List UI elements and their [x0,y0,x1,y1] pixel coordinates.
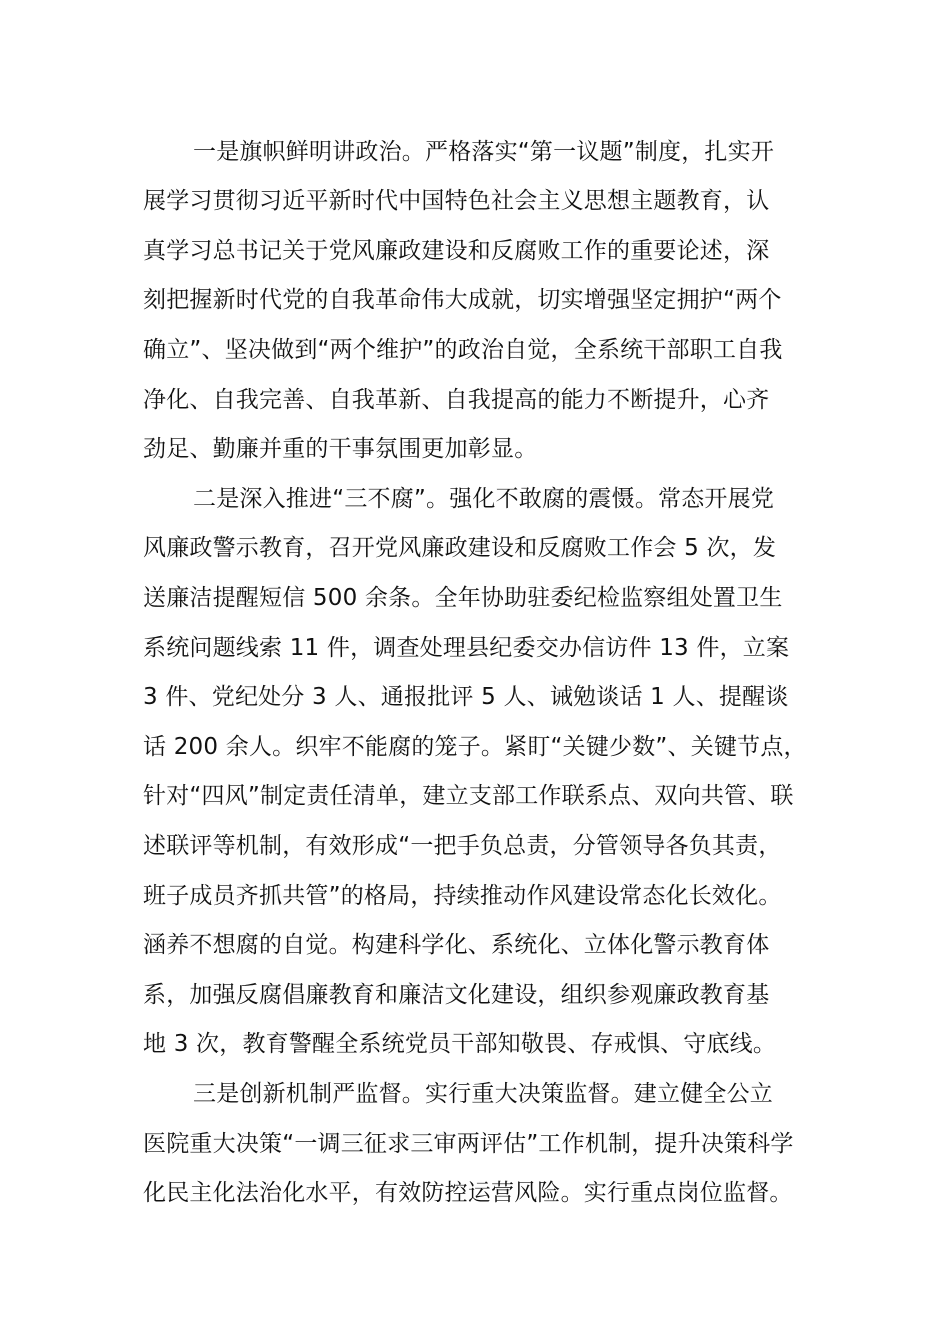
paragraph-2-line-2: 风廉政警示教育，召开党风廉政建设和反腐败工作会 5 次，发 [143,535,777,561]
paragraph-2-line-10: 涵养不想腐的自觉。构建科学化、系统化、立体化警示教育体 [143,932,770,958]
paragraph-3-line-1: 三是创新机制严监督。实行重大决策监督。建立健全公立 [193,1081,773,1107]
paragraph-3-line-3: 化民主化法治化水平，有效防控运营风险。实行重点岗位监督。 [143,1180,793,1206]
paragraph-2-line-7: 针对“四风”制定责任清单，建立支部工作联系点、双向共管、联 [143,783,794,809]
paragraph-1-line-3: 真学习总书记关于党风廉政建设和反腐败工作的重要论述，深 [143,238,770,264]
paragraph-2-line-11: 系，加强反腐倡廉教育和廉洁文化建设，组织参观廉政教育基 [143,982,770,1008]
paragraph-1-line-2: 展学习贯彻习近平新时代中国特色社会主义思想主题教育，认 [143,188,770,214]
paragraph-2-line-5: 3 件、党纪处分 3 人、通报批评 5 人、诫勉谈话 1 人、提醒谈 [143,684,789,710]
paragraph-2-line-1: 二是深入推进“三不腐”。强化不敢腐的震慑。常态开展党 [193,486,775,512]
paragraph-1-line-7: 劲足、勤廉并重的干事氛围更加彰显。 [143,436,538,462]
paragraph-2-line-4: 系统问题线索 11 件，调查处理县纪委交办信访件 13 件，立案 [143,635,790,661]
paragraph-2-line-8: 述联评等机制，有效形成“一把手负总责，分管领导各负其责， [143,833,782,859]
paragraph-2-line-12: 地 3 次，教育警醒全系统党员干部知敬畏、存戒惧、守底线。 [143,1031,777,1057]
paragraph-3-line-2: 医院重大决策“一调三征求三审两评估”工作机制，提升决策科学 [143,1131,794,1157]
paragraph-2-line-3: 送廉洁提醒短信 500 余条。全年协助驻委纪检监察组处置卫生 [143,585,783,611]
paragraph-1-line-4: 刻把握新时代党的自我革命伟大成就，切实增强坚定拥护“两个 [143,287,782,313]
paragraph-2-line-6: 话 200 余人。织牢不能腐的笼子。紧盯“关键少数”、关键节点， [143,734,807,760]
paragraph-1-line-5: 确立”、坚决做到“两个维护”的政治自觉，全系统干部职工自我 [143,337,783,363]
paragraph-2-line-9: 班子成员齐抓共管”的格局，持续推动作风建设常态化长效化。 [143,883,782,909]
paragraph-1-line-1: 一是旗帜鲜明讲政治。严格落实“第一议题”制度，扎实开 [193,139,775,165]
paragraph-1-line-6: 净化、自我完善、自我革新、自我提高的能力不断提升，心齐 [143,387,770,413]
